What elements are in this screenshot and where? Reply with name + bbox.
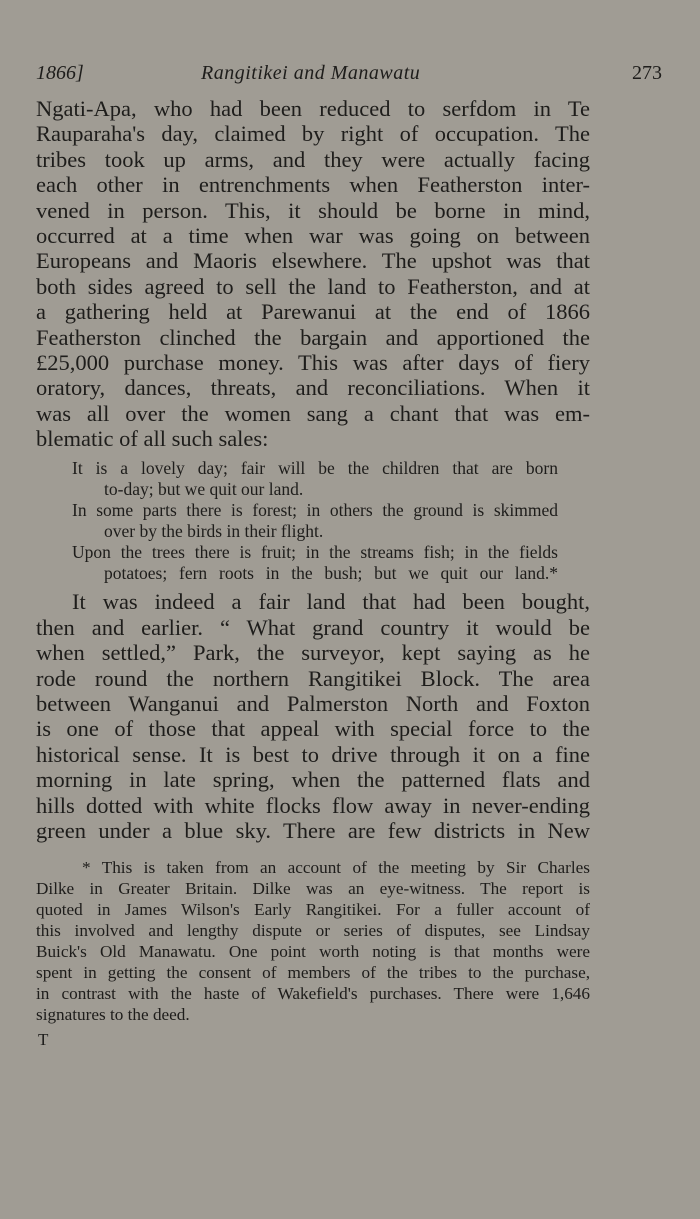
- signature-mark: T: [38, 1030, 49, 1049]
- text-line: Europeans and Maoris elsewhere. The upshot was that: [36, 248, 590, 274]
- verse-line: It is a lovely day; fair will be the children that are born: [72, 458, 558, 479]
- verse-line: over by the birds in their flight.: [104, 521, 324, 542]
- paragraph-1: [36, 96, 590, 451]
- footnote-line: Dilke in Greater Britain. Dilke was an eye-witness. The report is: [36, 879, 590, 898]
- footnote-line: spent in getting the consent of members of the tribes to the purchase,: [36, 963, 590, 982]
- text-line: occurred at a time when war was going on between: [36, 222, 590, 248]
- text-line: both sides agreed to sell the land to Featherston, and at: [36, 273, 590, 299]
- text-line: is one of those that appeal with special force to the: [36, 716, 590, 742]
- running-head-year: 1866]: [36, 62, 84, 84]
- text-line: when settled,” Park, the surveyor, kept saying as he: [36, 640, 590, 666]
- verse-line: In some parts there is forest; in others the ground is skimmed: [72, 500, 558, 521]
- footnote-line: Buick's Old Manawatu. One point worth noting is that months were: [36, 942, 590, 961]
- text-line: Rauparaha's day, claimed by right of occupation. The: [36, 121, 590, 147]
- footnote-line: quoted in James Wilson's Early Rangitikei. For a fuller account of: [36, 900, 590, 919]
- footnote-line: signatures to the deed.: [36, 1005, 190, 1024]
- footnote-line: in contrast with the haste of Wakefield's purchases. There were 1,646: [36, 984, 590, 1003]
- text-line: green under a blue sky. There are few districts in New: [36, 817, 590, 843]
- verse-line: Upon the trees there is fruit; in the streams fish; in the fields: [72, 542, 558, 563]
- text-line: It was indeed a fair land that had been bought,: [72, 589, 590, 615]
- text-line: a gathering held at Parewanui at the end of 1866: [36, 299, 590, 325]
- footnote: [36, 857, 590, 1025]
- text-line: £25,000 purchase money. This was after days of fiery: [36, 349, 590, 375]
- footnote-line: this involved and lengthy dispute or series of disputes, see Lindsay: [36, 921, 590, 940]
- text-line: hills dotted with white flocks flow away in never-ending: [36, 792, 590, 818]
- verse-line: to-day; but we quit our land.: [104, 479, 304, 500]
- text-line: morning in late spring, when the patterned flats and: [36, 767, 590, 793]
- running-head-title: Rangitikei and Manawatu: [201, 62, 421, 84]
- text-line: vened in person. This, it should be borne in mind,: [36, 197, 590, 223]
- chant-verse: [36, 458, 590, 584]
- text-line: was all over the women sang a chant that was em-: [36, 400, 590, 426]
- text-line: historical sense. It is best to drive through it on a fine: [36, 741, 590, 767]
- text-line: rode round the northern Rangitikei Block. The area: [36, 665, 590, 691]
- text-line: Ngati-Apa, who had been reduced to serfdom in Te: [36, 96, 590, 121]
- footnote-line: * This is taken from an account of the meeting by Sir Charles: [82, 858, 590, 877]
- text-line: oratory, dances, threats, and reconciliations. When it: [36, 375, 590, 401]
- text-line: blematic of all such sales:: [36, 426, 269, 452]
- text-line: tribes took up arms, and they were actually facing: [36, 146, 590, 172]
- running-head: [36, 62, 662, 92]
- text-line: then and earlier. “ What grand country it would be: [36, 614, 590, 640]
- text-line: Featherston clinched the bargain and apportioned the: [36, 324, 590, 350]
- paragraph-2: [36, 589, 590, 843]
- page-number: 273: [632, 62, 662, 84]
- main-text: [36, 96, 590, 843]
- text-line: between Wanganui and Palmerston North and Foxton: [36, 691, 590, 717]
- text-line: each other in entrenchments when Featherston inter-: [36, 172, 590, 198]
- verse-line: potatoes; fern roots in the bush; but we quit our land.*: [104, 563, 558, 584]
